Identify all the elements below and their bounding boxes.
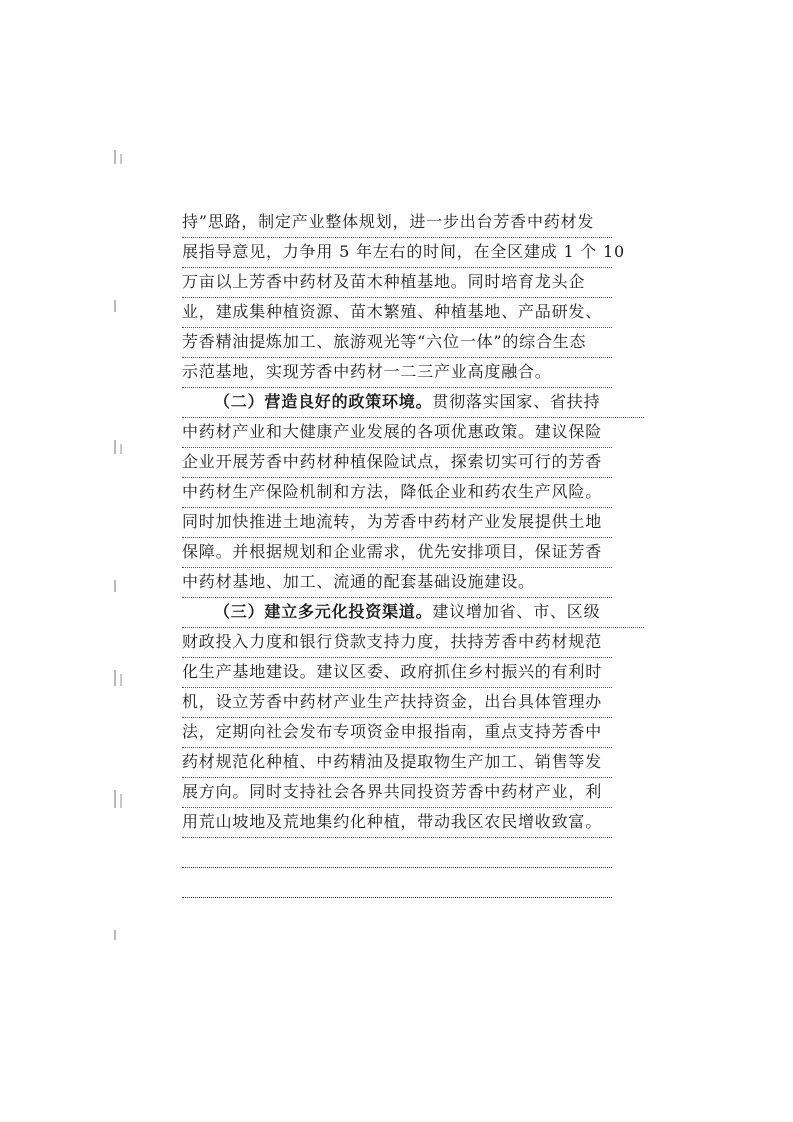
- text-line: 财政投入力度和银行贷款支持力度，扶持芳香中药材规范: [182, 627, 612, 658]
- text-line: 中药材产业和大健康产业发展的各项优惠政策。建议保险: [182, 417, 612, 448]
- blank-ruled-line: [182, 867, 612, 898]
- binding-hole-marks: [104, 150, 134, 950]
- text-line: 中药材生产保险机制和方法，降低企业和药农生产风险。: [182, 477, 612, 508]
- text-line: 保障。并根据规划和企业需求，优先安排项目，保证芳香: [182, 537, 612, 568]
- text-line: 芳香精油提炼加工、旅游观光等“六位一体”的综合生态: [182, 327, 612, 358]
- text-run: 建议增加省、市、区级: [432, 602, 601, 621]
- binding-mark: [120, 674, 122, 686]
- binding-mark: [114, 440, 116, 454]
- binding-mark: [114, 150, 116, 164]
- blank-ruled-line: [182, 837, 612, 868]
- binding-mark: [114, 790, 116, 808]
- binding-mark: [114, 580, 116, 592]
- paragraph-first-line: [182, 387, 644, 418]
- binding-mark: [114, 670, 116, 686]
- paragraph-first-line: [182, 597, 644, 628]
- text-line: 业，建成集种植资源、苗木繁殖、种植基地、产品研发、: [182, 297, 612, 328]
- text-line: 法，定期向社会发布专项资金申报指南，重点支持芳香中: [182, 717, 612, 748]
- binding-mark: [114, 930, 116, 940]
- text-line: 用荒山坡地及荒地集约化种植，带动我区农民增收致富。: [182, 807, 612, 838]
- text-line: 万亩以上芳香中药材及苗木种植基地。同时培育龙头企: [182, 267, 612, 298]
- text-line: 化生产基地建设。建议区委、政府抓住乡村振兴的有利时: [182, 657, 612, 688]
- text-line: 展方向。同时支持社会各界共同投资芳香中药材产业，利: [182, 777, 612, 808]
- text-line: 同时加快推进土地流转，为芳香中药材产业发展提供土地: [182, 507, 612, 538]
- text-line: 药材规范化种植、中药精油及提取物生产加工、销售等发: [182, 747, 612, 778]
- text-line: 中药材基地、加工、流通的配套基础设施建设。: [182, 567, 612, 598]
- binding-mark: [114, 300, 116, 312]
- binding-mark: [120, 794, 122, 808]
- text-line: 持”思路，制定产业整体规划，进一步出台芳香中药材发: [182, 207, 612, 238]
- section-heading: （三）建立多元化投资渠道。: [214, 602, 433, 621]
- text-line: 机，设立芳香中药材产业生产扶持资金，出台具体管理办: [182, 687, 612, 718]
- text-run: 贯彻落实国家、省扶持: [432, 392, 601, 411]
- binding-mark: [120, 444, 122, 454]
- text-line: 示范基地，实现芳香中药材一二三产业高度融合。: [182, 357, 612, 388]
- text-line: 展指导意见，力争用 5 年左右的时间，在全区建成 1 个 10: [182, 237, 612, 268]
- text-line: 企业开展芳香中药材种植保险试点，探索切实可行的芳香: [182, 447, 612, 478]
- section-heading: （二）营造良好的政策环境。: [214, 392, 433, 411]
- binding-mark: [120, 154, 122, 164]
